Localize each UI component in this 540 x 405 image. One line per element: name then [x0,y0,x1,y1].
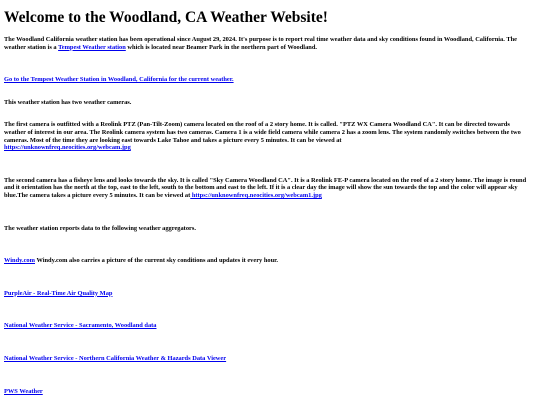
camera1-paragraph [4,121,528,151]
tempest-weather-station-link[interactable]: Tempest Weather station [58,43,126,51]
webcam1-link[interactable]: https://unknownfreq.neocities.org/webcam1.jpg [190,191,322,199]
pws-weather-link[interactable]: PWS Weather [4,387,43,395]
nws-sacramento-link[interactable]: National Weather Service - Sacramento, Woodland data [4,322,157,330]
purpleair-link[interactable]: PurpleAir - Real-Time Air Quality Map [4,289,113,297]
tempest-link-paragraph [4,76,528,84]
intro-paragraph [4,36,528,51]
intro-text-before: The Woodland California weather station has been operational since August 29, 2024. It's purpose is to report real time weather data and sky conditions found in Woodland, California. The weather station is a [4,36,517,51]
nws-norcal-paragraph [4,355,528,363]
nws-sacramento-paragraph [4,322,528,330]
windy-link[interactable]: Windy.com [4,257,35,265]
camera2-paragraph [4,177,528,200]
purpleair-paragraph [4,290,528,298]
webcam-link[interactable]: https://unknownfreq.neocities.org/webcam.jpg [4,144,131,152]
two-cameras-text: This weather station has two weather cameras. [4,98,132,106]
pws-weather-paragraph [4,388,528,396]
tempest-station-current-weather-link[interactable]: Go to the Tempest Weather Station in Woodland, California for the current weather. [4,76,234,84]
windy-paragraph [4,257,528,265]
windy-text: Windy.com also carries a picture of the current sky conditions and updates it every hour. [34,257,278,265]
page-title: Welcome to the Woodland, CA Weather Website! [4,9,328,26]
camera1-text: The first camera is outfitted with a Reolink PTZ (Pan-Tilt-Zoom) camera located on the roof of a 2 story home. It is called. "PTZ WX Camera Woodland CA". It can be directed towards weather of interest in our area. The Reolink camera system has two cameras. Camera 1 is a wide field camera while camera 2 has a zoom lens. The system randomly switches between the two cameras. Most of the time they are looking east towards Lake Tahoe and takes a picture every 5 minutes. It can be viewed at [4,121,521,144]
intro-text-after: which is located near Beamer Park in the northern part of Woodland. [125,43,317,51]
aggregators-text: The weather station reports data to the following weather aggregators. [4,224,196,232]
page-content [0,9,532,395]
camera2-text: The second camera has a fisheye lens and looks towards the sky. It is called "Sky Camera Woodland CA". It is a Reolink FE-P camera located on the roof of a 2 story home. The image is round and it orientation has the north at the top, east to the left, south to the bottom and east to the left. If it is a clear day the image will show the sun towards the top and the color will appear sky blue.The camera takes a picture every 5 minutes. It can be viewed at [4,176,527,199]
nws-norcal-link[interactable]: National Weather Service - Northern California Weather & Hazards Data Viewer [4,354,227,362]
